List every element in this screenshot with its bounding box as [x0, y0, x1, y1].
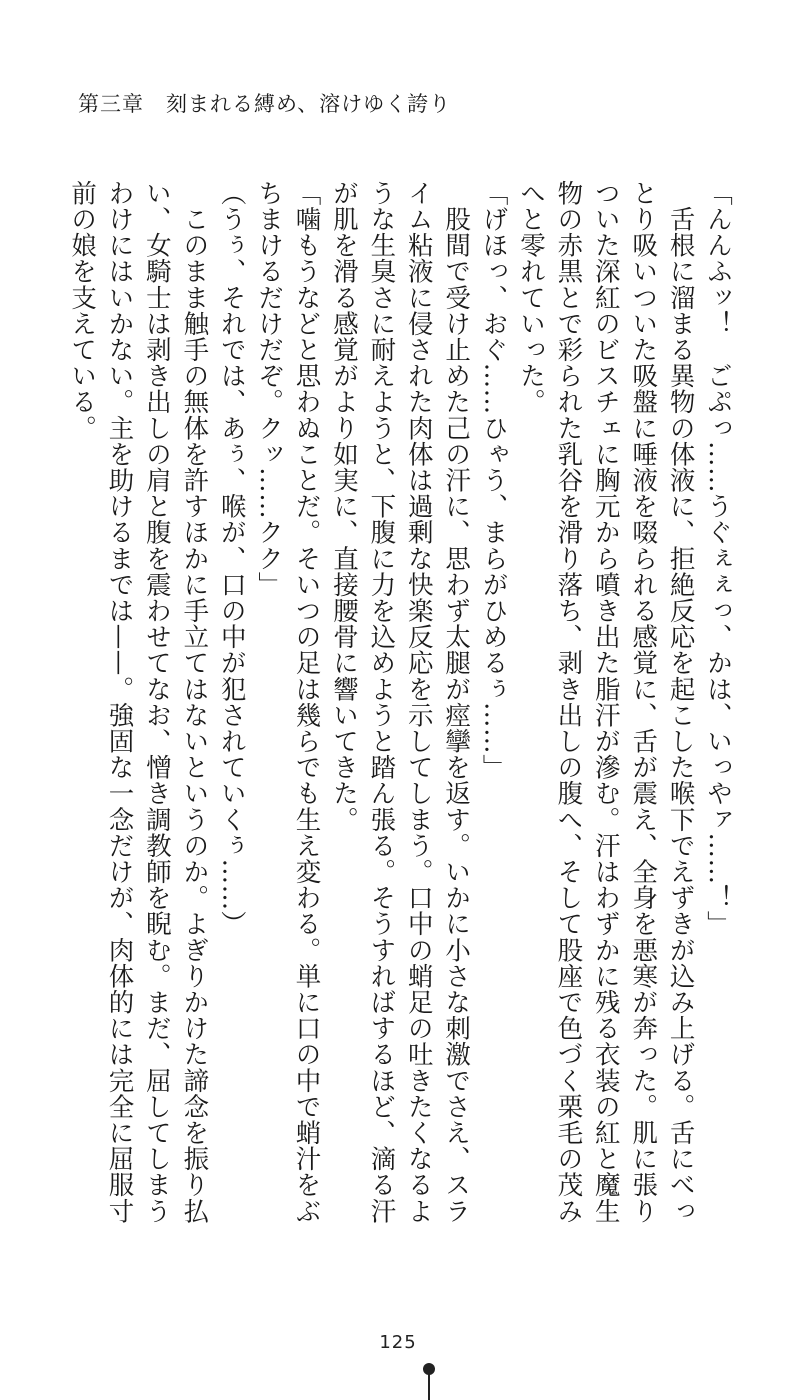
text-line: イム粘液に侵された肉体は過剰な快楽反応を示してしまう。口中の蛸足の吐きたくなるよ [403, 180, 434, 1224]
text-line: い、女騎士は剥き出しの肩と腹を震わせてなお、憎き調教師を睨む。まだ、屈してしまう [141, 180, 172, 1224]
text-line: が肌を滑る感覚がより如実に、直接腰骨に響いてきた。 [328, 180, 359, 833]
running-head [78, 88, 451, 118]
text-line: わけにはいかない。主を助けるまでは——。強固な一念だけが、肉体的には完全に屈服寸 [104, 180, 135, 1224]
text-line: 「んんふッ！ ごぷっ……うぐぇぇっ、かは、いっやァ……！」 [703, 180, 733, 937]
text-line: 物の赤黒とで彩られた乳谷を滑り落ち、剥き出しの腹へ、そして股座で色づく栗毛の茂み [553, 180, 584, 1224]
folio-ornament-line [428, 1374, 430, 1400]
page-number: 125 [379, 1332, 417, 1353]
text-line: うな生臭さに耐えようと、下腹に力を込めようと踏ん張る。そうすればするほど、滴る汗 [366, 180, 397, 1224]
text-line: （うぅ、それでは、あぅ、喉が、口の中が犯されていくぅ……） [216, 180, 247, 937]
text-line: とり吸いついた吸盤に唾液を啜られる感覚に、舌が震え、全身を悪寒が奔った。肌に張り [628, 180, 659, 1224]
chapter-title: 刻まれる縛め、溶けゆく誇り [166, 92, 452, 116]
vertical-body-text [67, 180, 736, 1224]
text-line: このまま触手の無体を許すほかに手立てはないというのか。よぎりかけた諦念を振り払 [179, 180, 210, 1224]
text-line: 「げほっ、おぐ……ひゃう、まらがひめるぅ……」 [478, 180, 509, 781]
text-line: ついた深紅のビスチェに胸元から噴き出た脂汗が滲む。汗はわずかに残る衣装の紅と魔生 [590, 180, 621, 1224]
chapter-number: 第三章 [78, 92, 144, 116]
text-line: 股間で受け止めた己の汗に、思わず太腿が痙攣を返す。いかに小さな刺激でさえ、スラ [441, 180, 472, 1224]
text-line: 前の娘を支えている。 [67, 180, 98, 441]
text-line: ちまけるだけだぞ。クッ……クク」 [254, 180, 285, 598]
text-line: 舌根に溜まる異物の体液に、拒絶反応を起こした喉下でえずきが込み上げる。舌にべっ [665, 180, 696, 1224]
text-line: 「噛もうなどと思わぬことだ。そいつの足は幾らでも生え変わる。単に口の中で蛸汁をぶ [291, 180, 322, 1224]
text-line: へと零れていった。 [515, 180, 546, 415]
